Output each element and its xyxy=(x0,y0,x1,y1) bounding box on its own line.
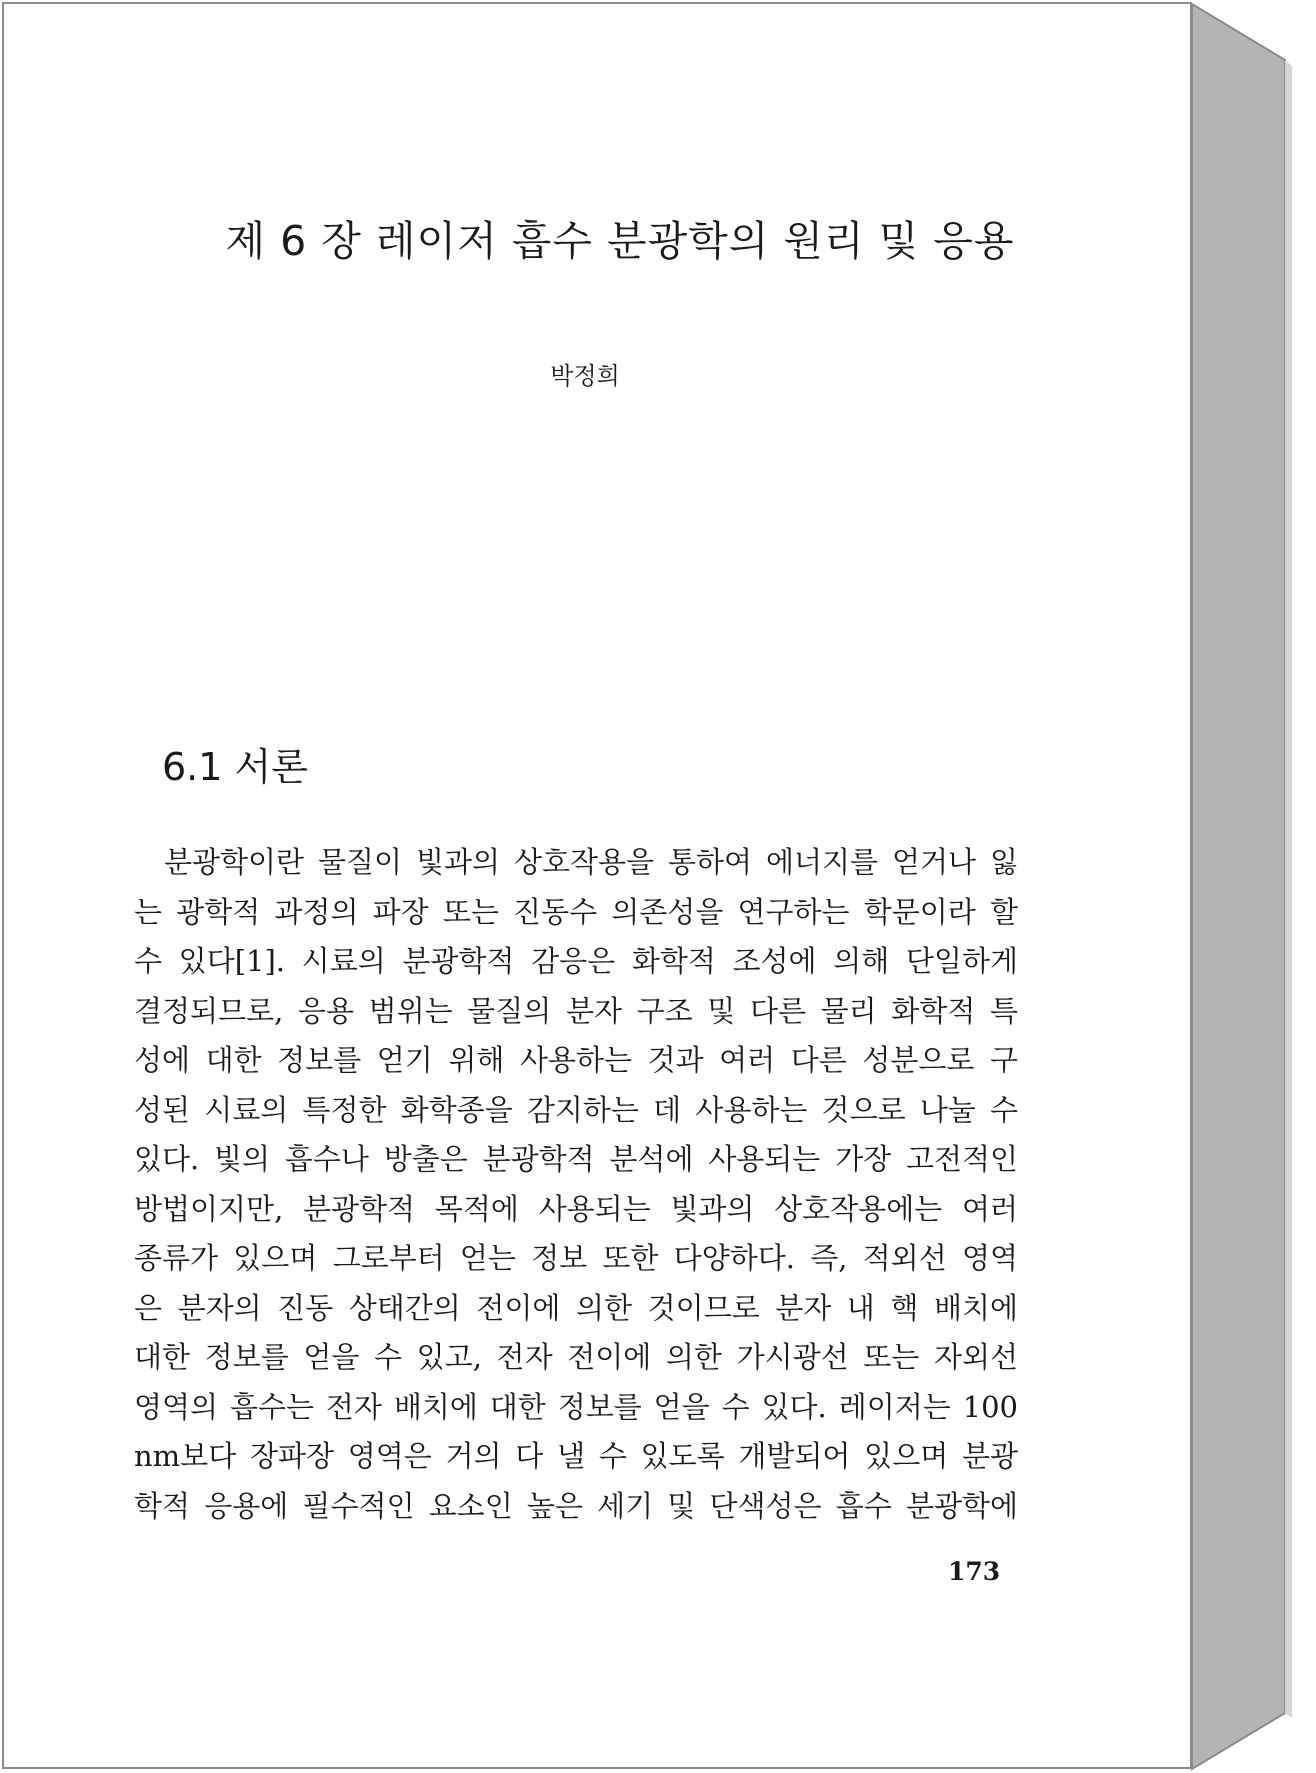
body-line: 성에 대한 정보를 얻기 위해 사용하는 것과 여러 다른 성분으로 구 xyxy=(134,1043,1018,1077)
body-line: 수 있다[1]. 시료의 분광학적 감응은 화학적 조성에 의해 단일하게 xyxy=(134,944,1018,978)
chapter-title: 제 6 장 레이저 흡수 분광학의 원리 및 응용 xyxy=(225,217,1015,265)
body-line: 결정되므로, 응용 범위는 물질의 분자 구조 및 다른 물리 화학적 특 xyxy=(134,993,1018,1028)
body-line: 학적 응용에 필수적인 요소인 높은 세기 및 단색성은 흡수 분광학에 xyxy=(134,1488,1018,1523)
body-text xyxy=(134,838,1018,1531)
body-line: 대한 정보를 얻을 수 있고, 전자 전이에 의한 가시광선 또는 자외선 xyxy=(134,1340,1018,1374)
body-line: 있다. 빛의 흡수나 방출은 분광학적 분석에 사용되는 가장 고전적인 xyxy=(134,1142,1018,1176)
body-line: 종류가 있으며 그로부터 얻는 정보 또한 다양하다. 즉, 적외선 영역 xyxy=(134,1241,1018,1275)
body-line: 은 분자의 진동 상태간의 전이에 의한 것이므로 분자 내 핵 배치에 xyxy=(134,1290,1018,1325)
body-line: nm보다 장파장 영역은 거의 다 낼 수 있도록 개발되어 있으며 분광 xyxy=(134,1439,1018,1473)
author-name: 박정희 xyxy=(550,362,620,390)
body-line: 방법이지만, 분광학적 목적에 사용되는 빛과의 상호작용에는 여러 xyxy=(134,1191,1018,1226)
page-number: 173 xyxy=(948,1557,1001,1586)
body-line: 분광학이란 물질이 빛과의 상호작용을 통하여 에너지를 얻거나 잃 xyxy=(164,845,1018,879)
body-line: 성된 시료의 특정한 화학종을 감지하는 데 사용하는 것으로 나눌 수 xyxy=(134,1092,1018,1127)
body-line: 영역의 흡수는 전자 배치에 대한 정보를 얻을 수 있다. 레이저는 100 xyxy=(134,1389,1018,1424)
section-heading: 6.1 서론 xyxy=(162,745,308,789)
body-line: 는 광학적 과정의 파장 또는 진동수 의존성을 연구하는 학문이라 할 xyxy=(134,894,1018,929)
